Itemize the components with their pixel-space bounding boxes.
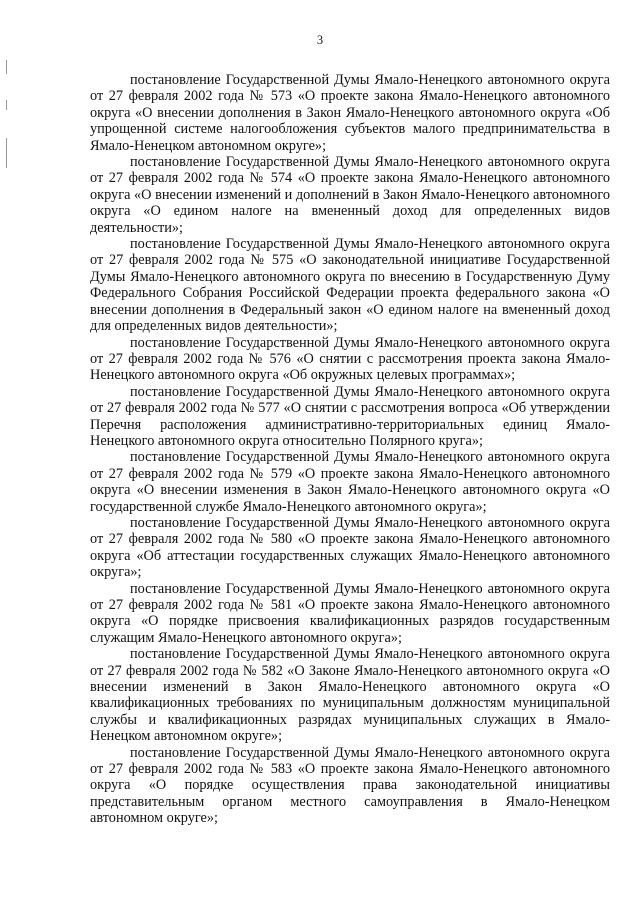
- paragraph-resolution-577: постановление Государственной Думы Ямало-Ненецкого автономного округа от 27 февраля 2002 года № 577 «О снятии с рассмотрения вопроса «Об утверждении Перечня расположения административно-территориальных единиц Ямало-Ненецкого автономного округа относительно Полярного круга»;: [90, 383, 610, 449]
- paragraph-resolution-575: постановление Государственной Думы Ямало-Ненецкого автономного округа от 27 февраля 2002 года № 575 «О законодательной инициативе Государственной Думы Ямало-Ненецкого автономного округа по внесению в Государственную Думу Федерального Собрания Российской Федерации проекта федерального закона «О внесении дополнения в Федеральный закон «О едином налоге на вмененный доход для определенных видов деятельности»;: [90, 236, 610, 335]
- paragraph-resolution-580: постановление Государственной Думы Ямало-Ненецкого автономного округа от 27 февраля 2002 года № 580 «О проекте закона Ямало-Ненецкого автономного округа «Об аттестации государственных служащих Ямало-Ненецкого автономного округа»;: [90, 514, 610, 581]
- paragraph-resolution-581: постановление Государственной Думы Ямало-Ненецкого автономного округа от 27 февраля 2002 года № 581 «О проекте закона Ямало-Ненецкого автономного округа «О порядке присвоения квалификационных разрядов государственным служащим Ямало-Ненецкого автономного округа»;: [90, 580, 610, 646]
- paragraph-resolution-573: постановление Государственной Думы Ямало-Ненецкого автономного округа от 27 февраля 2002 года № 573 «О проекте закона Ямало-Ненецкого автономного округа «О внесении дополнения в Закон Ямало-Ненецкого автономного округа «Об упрощенной системе налогообложения субъектов малого предпринимательства в Ямало-Ненецком автономном округе»;: [90, 72, 610, 154]
- scan-mark: [6, 138, 7, 168]
- paragraph-resolution-582: постановление Государственной Думы Ямало-Ненецкого автономного округа от 27 февраля 2002 года № 582 «О Законе Ямало-Ненецкого автономного округа «О внесении изменений в Закон Ямало-Ненецкого автономного округа «О квалификационных требованиях по муниципальным должностям муниципальной службы и квалификационных разрядах муниципальных служащих в Ямало-Ненецком автономном округе»;: [90, 646, 610, 745]
- paragraph-resolution-574: постановление Государственной Думы Ямало-Ненецкого автономного округа от 27 февраля 2002 года № 574 «О проекте закона Ямало-Ненецкого автономного округа «О внесении изменений и дополнений в Закон Ямало-Ненецкого автономного округа «О едином налоге на вмененный доход для определенных видов деятельности»;: [90, 154, 610, 236]
- page-number: 3: [316, 33, 324, 47]
- scan-mark: [6, 100, 7, 110]
- paragraph-resolution-579: постановление Государственной Думы Ямало-Ненецкого автономного округа от 27 февраля 2002 года № 579 «О проекте закона Ямало-Ненецкого автономного округа «О внесении изменения в Закон Ямало-Ненецкого автономного округа «О государственной службе Ямало-Ненецкого автономного округа»;: [90, 449, 610, 515]
- scan-margin-marks: [6, 60, 9, 180]
- paragraph-resolution-576: постановление Государственной Думы Ямало-Ненецкого автономного округа от 27 февраля 2002 года № 576 «О снятии с рассмотрения проекта закона Ямало-Ненецкого автономного округа «Об окружных целевых программах»;: [90, 334, 610, 384]
- document-body: [90, 72, 610, 827]
- scan-mark: [6, 60, 7, 74]
- paragraph-resolution-583: постановление Государственной Думы Ямало-Ненецкого автономного округа от 27 февраля 2002 года № 583 «О проекте закона Ямало-Ненецкого автономного округа «О порядке осуществления права законодательной инициативы представительным органом местного самоуправления в Ямало-Ненецком автономном округе»;: [90, 744, 610, 827]
